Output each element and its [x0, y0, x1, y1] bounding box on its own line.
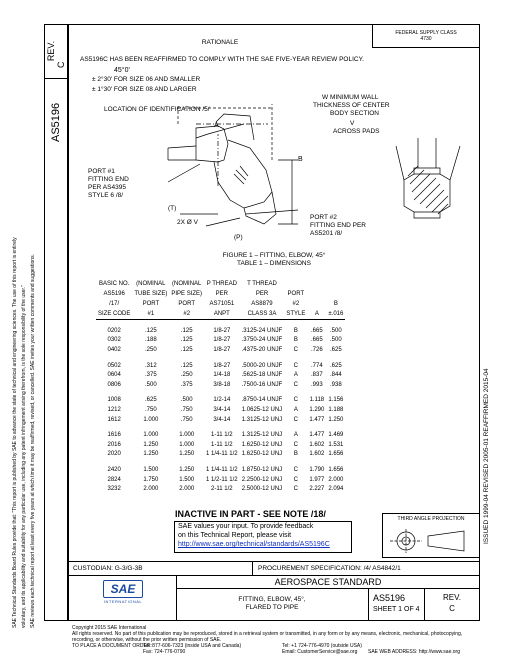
cell-p-thread: 1/8-27	[213, 337, 231, 344]
table-row	[96, 345, 345, 355]
table-caption: TABLE 1 – DIMENSIONS	[237, 260, 311, 267]
elbow-port1-tube	[168, 146, 196, 160]
cell-pipe-size: .125	[180, 362, 193, 369]
col-header	[307, 299, 326, 309]
cell-tube-size: .312	[145, 362, 157, 369]
port1-line4: STYLE 6 /8/	[88, 192, 124, 199]
left-rev-value: C	[56, 61, 66, 68]
projection-symbol	[388, 528, 474, 554]
rev-label: REV.	[443, 593, 461, 602]
fsc-value: 4730	[420, 36, 432, 42]
col-header: #2	[183, 311, 191, 317]
cell-dim-a: .774	[311, 362, 323, 369]
cell-port-style: C	[293, 416, 298, 423]
cell-dim-b: 2.000	[328, 476, 344, 483]
cell-dim-a: 1.790	[309, 466, 325, 473]
tolerance-line1: ± 2°30' FOR SIZE 06 AND SMALLER	[92, 76, 201, 83]
table-header	[96, 279, 345, 320]
cell-dim-b: 1.531	[328, 441, 344, 448]
side-notice-line2: voluntary, and its applicability and suitability for any particular use, including any patent infringement arising therefrom, is the sole responsibility of the user.”	[21, 285, 27, 628]
cell-dim-a: 2.227	[309, 486, 325, 493]
cell-dim-b: .844	[330, 372, 342, 379]
cell-dim-b: 1.188	[328, 406, 344, 413]
centerlines	[196, 124, 268, 186]
sheet-number: SHEET 1 OF 4	[373, 606, 420, 613]
col-header: #1	[147, 311, 155, 317]
cell-t-thread: 1.6250-12 UNJ	[241, 441, 283, 448]
cell-size-code: 2420	[107, 466, 121, 473]
col-header: (NOMINAL	[172, 281, 202, 287]
cell-size-code: 2020	[107, 451, 121, 458]
port1-line3: PER AS4395	[88, 184, 126, 191]
rationale-text: AS5196C HAS BEEN REAFFIRMED TO COMPLY WITH THE SAE FIVE-YEAR REVIEW POLICY.	[80, 56, 364, 63]
projection-label: THIRD ANGLE PROJECTION	[397, 516, 465, 522]
footer-copyright: Copyright 2015 SAE International	[72, 625, 147, 631]
cell-tube-size: 1.500	[143, 466, 159, 473]
col-header: P THREAD	[206, 281, 237, 287]
side-notice-line3: SAE reviews each technical report at least every five years at which time it may be reaffirmed, revised, or cancelled. SAE invites your written comments and suggestions.	[30, 254, 36, 628]
cell-p-thread: 1/4-18	[213, 372, 231, 379]
cell-tube-size: 1.000	[143, 432, 159, 439]
col-header: TUBE SIZE)	[134, 291, 168, 297]
cell-t-thread: .3750-24 UNJF	[241, 337, 283, 344]
dimensions-table	[96, 279, 345, 494]
cell-size-code: 0604	[107, 372, 121, 379]
location-of-identification: LOCATION OF IDENTIFICATION /5/	[104, 106, 210, 113]
cell-pipe-size: .125	[180, 337, 193, 344]
rule-custodian-bottom	[68, 575, 480, 576]
col-header: A	[314, 311, 319, 317]
cell-size-code: 0302	[107, 337, 121, 344]
col-header: PORT	[142, 301, 160, 307]
cell-pipe-size: .125	[180, 346, 193, 353]
cell-p-thread: 3/8-18	[213, 381, 231, 388]
elbow-id-mark	[234, 166, 248, 184]
cell-size-code: 2824	[107, 476, 121, 483]
feedback-line1: SAE values your input. To provide feedback	[178, 523, 314, 530]
footer-order-label: TO PLACE A DOCUMENT ORDER:	[72, 643, 152, 649]
cell-size-code: 0806	[107, 381, 121, 388]
cell-dim-b: .938	[330, 381, 342, 388]
col-header: STYLE	[286, 311, 306, 317]
cell-dim-a: .837	[311, 372, 323, 379]
cell-size-code: 0402	[107, 346, 121, 353]
cell-port-style: C	[293, 476, 298, 483]
col-header: PORT	[178, 301, 195, 307]
col-header: (NOMINAL	[136, 281, 166, 287]
cell-dim-a: 1.290	[309, 406, 325, 413]
cell-p-thread: 1/2-14	[213, 397, 231, 404]
cell-pipe-size: 1.250	[179, 451, 195, 458]
cell-dim-b: .625	[330, 362, 342, 369]
cell-p-thread: 3/4-14	[213, 416, 231, 423]
inactive-title: INACTIVE IN PART - SEE NOTE /18/	[175, 509, 326, 519]
cell-pipe-size: 1.500	[179, 476, 195, 483]
col-header: SIZE CODE	[98, 311, 131, 317]
figure-caption: FIGURE 1 – FITTING, ELBOW, 45°	[222, 252, 326, 259]
cell-tube-size: .500	[145, 381, 157, 388]
cell-size-code: 2016	[107, 441, 121, 448]
cell-size-code: 0502	[107, 362, 121, 369]
cell-pipe-size: 2.000	[179, 486, 195, 493]
rule-custodian-top	[68, 561, 480, 562]
left-strip-divider	[44, 78, 68, 79]
rev-value: C	[449, 604, 455, 613]
cell-tube-size: 1.750	[143, 476, 159, 483]
cell-dim-a: .665	[311, 337, 323, 344]
section-body	[404, 168, 450, 218]
port1-note	[88, 168, 129, 200]
cell-t-thread: 2.5000-12 UNJ	[241, 486, 283, 493]
cell-dim-b: .625	[330, 346, 342, 353]
cell-pipe-size: 1.000	[179, 432, 195, 439]
dim-p: (P)	[234, 234, 243, 241]
cell-tube-size: 1.250	[143, 441, 159, 448]
cell-p-thread: 3/4-14	[213, 406, 231, 413]
table-row	[96, 430, 345, 440]
col-header: T THREAD	[247, 281, 277, 287]
cell-tube-size: .250	[145, 346, 157, 353]
cell-size-code: 3232	[107, 486, 121, 493]
footer-tel1: Tel: 877-606-7323 (inside USA and Canada)	[143, 643, 242, 649]
cell-t-thread: .5625-18 UNJF	[241, 372, 283, 379]
wall-leaders	[418, 138, 436, 168]
cell-port-style: C	[293, 441, 298, 448]
cell-tube-size: 1.250	[143, 451, 159, 458]
sae-logo: SAE	[103, 580, 143, 598]
v-leaders	[396, 146, 460, 180]
cell-t-thread: 1.8750-12 UNJ	[241, 466, 283, 473]
left-doc-number: AS5196	[50, 102, 62, 142]
port2-line1: PORT #2	[310, 214, 337, 221]
cell-pipe-size: .375	[180, 381, 193, 388]
cell-size-code: 1612	[107, 416, 121, 423]
angle-arc	[216, 114, 254, 140]
col-header: PER	[215, 291, 229, 297]
procurement-spec: PROCUREMENT SPECIFICATION: /4/ AS4842/1	[258, 565, 401, 572]
footer-tel2: Tel: +1 724-776-4970 (outside USA)	[282, 643, 362, 649]
rationale-title: RATIONALE	[201, 39, 239, 46]
dim-t: (T)	[168, 205, 177, 212]
port2-line2: FITTING END PER	[310, 222, 366, 229]
cell-p-thread: 1/8-27	[213, 327, 231, 334]
cell-dim-a: 1.977	[309, 476, 325, 483]
dia-leader	[206, 218, 240, 226]
rule-title-h	[176, 588, 480, 589]
col-header	[284, 279, 307, 289]
title-desc1: FITTING, ELBOW, 45°,	[238, 596, 306, 603]
cell-dim-b: 1.656	[328, 466, 344, 473]
cell-dim-a: 1.477	[309, 432, 325, 439]
cell-tube-size: .375	[145, 372, 157, 379]
cell-t-thread: .8750-14 UNJF	[241, 397, 283, 404]
cell-port-style: C	[293, 346, 298, 353]
cell-size-code: 1008	[107, 397, 121, 404]
footer-rights2: recording, or otherwise, without the prior written permission of SAE.	[72, 637, 222, 643]
col-header: PER	[255, 291, 269, 297]
elbow-port2-thread	[244, 192, 276, 224]
cell-port-style: B	[293, 327, 298, 334]
cell-tube-size: 2.000	[143, 486, 159, 493]
aerospace-standard: AEROSPACE STANDARD	[274, 577, 382, 587]
feedback-link[interactable]: http://www.sae.org/technical/standards/AS5196C	[178, 541, 330, 548]
cell-size-code: 1212	[107, 406, 121, 413]
cell-pipe-size: .125	[180, 327, 193, 334]
dim-a: A	[214, 122, 219, 129]
v-label: V	[350, 120, 355, 127]
side-notice-line1: SAE Technical Standards Board Rules provide that: “This report is published by SAE to advance the state of technical and engineering sciences. The use of this report is entirely	[12, 237, 18, 628]
cell-dim-a: 1.477	[309, 416, 325, 423]
port2-note	[310, 214, 366, 238]
table-row	[96, 484, 345, 494]
table-row	[96, 405, 345, 415]
table-body	[96, 320, 345, 494]
cell-p-thread: 2-11 1/2	[211, 486, 233, 493]
col-header: AS71051	[209, 301, 235, 307]
cell-p-thread: 1-11 1/2	[211, 441, 233, 448]
b-dim	[278, 160, 298, 224]
cell-dim-b: .500	[330, 337, 342, 344]
col-header: AS8879	[251, 301, 273, 307]
cell-dim-a: .726	[311, 346, 323, 353]
across-pads: ACROSS PADS	[333, 128, 380, 135]
col-header: AS5196	[103, 291, 125, 297]
loc-leader	[196, 124, 244, 138]
cell-t-thread: 2.2500-12 UNJ	[241, 476, 283, 483]
cell-dim-a: 1.602	[309, 451, 325, 458]
cell-t-thread: 1.0625-12 UNJ	[241, 406, 283, 413]
port2-leader	[246, 210, 298, 214]
cell-port-style: B	[293, 451, 298, 458]
cell-port-style: A	[293, 406, 298, 413]
cell-dim-b: 2.094	[328, 486, 344, 493]
dim-diameter: 2X Ø V	[177, 219, 198, 226]
cell-dim-b: 1.156	[328, 397, 344, 404]
table-row	[96, 370, 345, 380]
col-header: B	[333, 301, 338, 307]
cell-p-thread: 1/8-27	[213, 346, 231, 353]
title-desc2: FLARED TO PIPE	[245, 604, 299, 611]
cell-pipe-size: .750	[180, 416, 193, 423]
col-header	[307, 289, 326, 299]
table-row	[96, 396, 345, 406]
port1-line2: FITTING END	[88, 176, 129, 183]
footer-rights: All rights reserved. No part of this publication may be reproduced, stored in a retrieval system or transmitted, in any form or by any means, electronic, mechanical, photocopying,	[72, 631, 463, 637]
cell-p-thread: 1 1/4-11 1/2	[206, 466, 238, 473]
cell-tube-size: .188	[145, 337, 157, 344]
cell-p-thread: 1-11 1/2	[211, 432, 233, 439]
cell-port-style: C	[293, 362, 298, 369]
col-header	[326, 289, 345, 299]
cell-p-thread: 1/8-27	[213, 362, 231, 369]
cell-t-thread: .5000-20 UNJF	[241, 362, 283, 369]
table-row	[96, 326, 345, 336]
elbow-body	[214, 140, 272, 208]
cell-t-thread: .4375-20 UNJF	[241, 346, 283, 353]
cell-port-style: C	[293, 381, 298, 388]
table-row	[96, 361, 345, 371]
table-row	[96, 465, 345, 475]
angle-label: 45°0'	[114, 67, 130, 74]
port1-leader	[168, 164, 200, 182]
left-rev-label: REV.	[46, 40, 56, 62]
wall-line3: BODY SECTION	[330, 110, 380, 117]
table-row	[96, 475, 345, 485]
col-header	[307, 279, 326, 289]
table-row	[96, 440, 345, 450]
fsc-label: FEDERAL SUPPLY CLASS	[395, 30, 457, 36]
cell-t-thread: .3125-24 UNJF	[241, 327, 283, 334]
cell-port-style: C	[293, 466, 298, 473]
custodian: CUSTODIAN: G-3/G-3B	[73, 565, 143, 572]
col-header: ±.016	[328, 311, 344, 317]
cell-t-thread: .7500-16 UNJF	[241, 381, 283, 388]
col-header: PIPE SIZE)	[171, 291, 203, 297]
cell-size-code: 0202	[107, 327, 121, 334]
cell-pipe-size: 1.250	[179, 466, 195, 473]
cell-pipe-size: .750	[180, 406, 193, 413]
wall-line1: W MINIMUM WALL	[322, 94, 379, 101]
cell-port-style: A	[293, 432, 298, 439]
col-header: #2	[292, 301, 300, 307]
cell-pipe-size: .250	[180, 372, 193, 379]
cell-pipe-size: 1.000	[179, 441, 195, 448]
table-row	[96, 336, 345, 346]
footer-email: Email: CustomerService@sae.org	[282, 649, 358, 655]
cell-port-style: C	[293, 397, 298, 404]
cell-port-style: C	[293, 486, 298, 493]
cell-tube-size: .625	[145, 397, 157, 404]
cell-dim-b: 1.469	[328, 432, 344, 439]
col-header: ANPT	[213, 311, 230, 317]
cell-t-thread: 1.3125-12 UNJ	[241, 432, 283, 439]
footer-web: SAE WEB ADDRESS: http://www.sae.org	[368, 649, 460, 655]
cell-port-style: A	[293, 372, 298, 379]
col-header	[326, 279, 345, 289]
col-header: /17/	[109, 301, 120, 307]
table-row	[96, 380, 345, 390]
section-edges	[414, 174, 440, 212]
elbow-nut-hex	[196, 126, 228, 162]
rule-custodian-mid	[252, 561, 253, 575]
cell-dim-b: 1.656	[328, 451, 344, 458]
cell-tube-size: .125	[145, 327, 157, 334]
cell-t-thread: 1.6250-12 UNJ	[241, 451, 283, 458]
cell-dim-a: .665	[311, 327, 323, 334]
feedback-line2: on this Technical Report, please visit	[178, 532, 292, 539]
rule-title-2	[368, 588, 369, 621]
wall-line2: THICKNESS OF CENTER	[313, 102, 390, 109]
cell-size-code: 1616	[107, 432, 121, 439]
cell-dim-a: .993	[311, 381, 323, 388]
cell-p-thread: 1 1/2-11 1/2	[206, 476, 238, 483]
port2-line3: AS5201 /8/	[310, 230, 343, 237]
col-header: BASIC NO.	[99, 281, 130, 287]
cell-dim-a: 1.118	[309, 397, 325, 404]
cell-tube-size: 1.000	[143, 416, 159, 423]
tolerance-line2: ± 1°30' FOR SIZE 08 AND LARGER	[92, 86, 197, 93]
revision-history: ISSUED 1999-04 REVISED 2005-01 REAFFIRMED 2015-04	[483, 368, 490, 544]
cell-dim-a: 1.602	[309, 441, 325, 448]
footer-fax: Fax: 724-776-0790	[143, 649, 186, 655]
col-header: CLASS 3A	[247, 311, 277, 317]
table-row	[96, 415, 345, 425]
cell-port-style: B	[293, 337, 298, 344]
doc-number: AS5196	[373, 593, 406, 603]
table-row	[96, 450, 345, 460]
cell-p-thread: 1 1/4-11 1/2	[206, 451, 238, 458]
cell-dim-b: .500	[330, 327, 342, 334]
cell-dim-b: 1.250	[328, 416, 344, 423]
cell-pipe-size: .500	[180, 397, 193, 404]
col-header: PORT	[287, 291, 305, 297]
cell-t-thread: 1.3125-12 UNJ	[241, 416, 283, 423]
cell-tube-size: .750	[145, 406, 157, 413]
dim-b: B	[298, 156, 303, 163]
sae-logo-sub: INTERNATIONAL	[103, 599, 143, 604]
port1-line1: PORT #1	[88, 168, 115, 175]
